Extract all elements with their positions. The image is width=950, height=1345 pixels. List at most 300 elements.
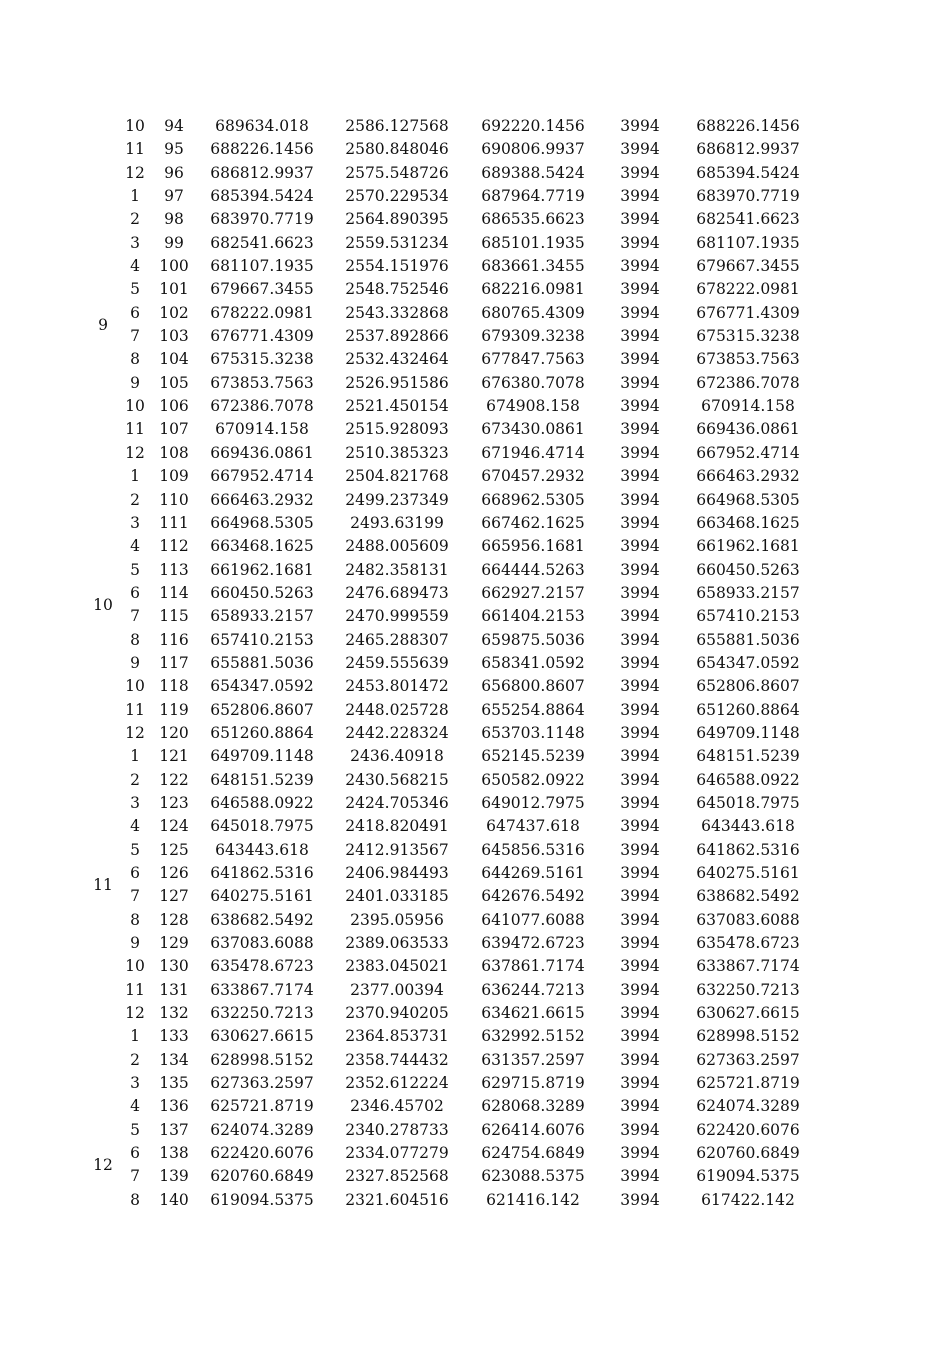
closing-balance-cell: 678222.0981 bbox=[696, 280, 800, 299]
interest-cell: 2327.852568 bbox=[345, 1167, 449, 1186]
period-cell: 127 bbox=[159, 887, 189, 906]
period-cell: 98 bbox=[164, 210, 184, 229]
payment-cell: 3994 bbox=[620, 793, 660, 812]
opening-balance-cell: 649709.1148 bbox=[210, 747, 314, 766]
interest-cell: 2526.951586 bbox=[345, 373, 449, 392]
closing-balance-cell: 649709.1148 bbox=[696, 723, 800, 742]
table-row bbox=[0, 1119, 950, 1142]
period-cell: 137 bbox=[159, 1120, 189, 1139]
closing-balance-cell: 619094.5375 bbox=[696, 1167, 800, 1186]
period-cell: 99 bbox=[164, 233, 184, 252]
period-cell: 105 bbox=[159, 373, 189, 392]
opening-balance-cell: 624074.3289 bbox=[210, 1120, 314, 1139]
balance-with-interest-cell: 677847.7563 bbox=[481, 350, 585, 369]
table-row bbox=[0, 839, 950, 862]
interest-cell: 2515.928093 bbox=[345, 420, 449, 439]
payment-cell: 3994 bbox=[620, 957, 660, 976]
closing-balance-cell: 670914.158 bbox=[701, 397, 795, 416]
month-cell: 6 bbox=[130, 583, 140, 602]
period-cell: 112 bbox=[159, 537, 189, 556]
month-cell: 1 bbox=[130, 467, 140, 486]
year-label: 12 bbox=[93, 1156, 113, 1175]
table-row bbox=[0, 465, 950, 488]
balance-with-interest-cell: 658341.0592 bbox=[481, 653, 585, 672]
period-cell: 134 bbox=[159, 1050, 189, 1069]
month-cell: 2 bbox=[130, 1050, 140, 1069]
balance-with-interest-cell: 631357.2597 bbox=[481, 1050, 585, 1069]
interest-cell: 2424.705346 bbox=[345, 793, 449, 812]
interest-cell: 2395.05956 bbox=[350, 910, 444, 929]
balance-with-interest-cell: 634621.6615 bbox=[481, 1004, 585, 1023]
opening-balance-cell: 630627.6615 bbox=[210, 1027, 314, 1046]
period-cell: 109 bbox=[159, 467, 189, 486]
opening-balance-cell: 679667.3455 bbox=[210, 280, 314, 299]
balance-with-interest-cell: 647437.618 bbox=[486, 817, 580, 836]
period-cell: 100 bbox=[159, 257, 189, 276]
period-cell: 96 bbox=[164, 163, 184, 182]
interest-cell: 2430.568215 bbox=[345, 770, 449, 789]
period-cell: 106 bbox=[159, 397, 189, 416]
period-cell: 97 bbox=[164, 187, 184, 206]
closing-balance-cell: 660450.5263 bbox=[696, 560, 800, 579]
closing-balance-cell: 685394.5424 bbox=[696, 163, 800, 182]
closing-balance-cell: 646588.0922 bbox=[696, 770, 800, 789]
year-label: 11 bbox=[93, 876, 113, 895]
balance-with-interest-cell: 652145.5239 bbox=[481, 747, 585, 766]
opening-balance-cell: 622420.6076 bbox=[210, 1144, 314, 1163]
month-cell: 10 bbox=[125, 117, 145, 135]
closing-balance-cell: 627363.2597 bbox=[696, 1050, 800, 1069]
balance-with-interest-cell: 680765.4309 bbox=[481, 303, 585, 322]
closing-balance-cell: 628998.5152 bbox=[696, 1027, 800, 1046]
closing-balance-cell: 633867.7174 bbox=[696, 957, 800, 976]
closing-balance-cell: 632250.7213 bbox=[696, 980, 800, 999]
opening-balance-cell: 648151.5239 bbox=[210, 770, 314, 789]
balance-with-interest-cell: 659875.5036 bbox=[481, 630, 585, 649]
balance-with-interest-cell: 692220.1456 bbox=[481, 117, 585, 135]
interest-cell: 2448.025728 bbox=[345, 700, 449, 719]
closing-balance-cell: 638682.5492 bbox=[696, 887, 800, 906]
interest-cell: 2586.127568 bbox=[345, 117, 449, 135]
balance-with-interest-cell: 689388.5424 bbox=[481, 163, 585, 182]
table-row bbox=[0, 1165, 950, 1188]
month-cell: 1 bbox=[130, 1027, 140, 1046]
opening-balance-cell: 688226.1456 bbox=[210, 140, 314, 159]
opening-balance-cell: 641862.5316 bbox=[210, 864, 314, 882]
month-cell: 1 bbox=[130, 187, 140, 206]
period-cell: 101 bbox=[159, 280, 189, 299]
opening-balance-cell: 619094.5375 bbox=[210, 1190, 314, 1209]
interest-cell: 2389.063533 bbox=[345, 934, 449, 953]
period-cell: 131 bbox=[159, 980, 189, 999]
table-row bbox=[0, 395, 950, 418]
closing-balance-cell: 676771.4309 bbox=[696, 303, 800, 322]
closing-balance-cell: 651260.8864 bbox=[696, 700, 800, 719]
closing-balance-cell: 675315.3238 bbox=[696, 327, 800, 346]
payment-cell: 3994 bbox=[620, 350, 660, 369]
month-cell: 7 bbox=[130, 1167, 140, 1186]
interest-cell: 2510.385323 bbox=[345, 443, 449, 462]
interest-cell: 2504.821768 bbox=[345, 467, 449, 486]
payment-cell: 3994 bbox=[620, 140, 660, 159]
month-cell: 7 bbox=[130, 327, 140, 346]
month-cell: 11 bbox=[125, 700, 145, 719]
month-cell: 8 bbox=[130, 630, 140, 649]
closing-balance-cell: 630627.6615 bbox=[696, 1004, 800, 1023]
opening-balance-cell: 682541.6623 bbox=[210, 233, 314, 252]
closing-balance-cell: 679667.3455 bbox=[696, 257, 800, 276]
table-row bbox=[0, 232, 950, 255]
opening-balance-cell: 670914.158 bbox=[215, 420, 309, 439]
period-cell: 115 bbox=[159, 607, 189, 626]
month-cell: 9 bbox=[130, 373, 140, 392]
month-cell: 11 bbox=[125, 420, 145, 439]
table-row bbox=[0, 885, 950, 908]
payment-cell: 3994 bbox=[620, 233, 660, 252]
period-cell: 123 bbox=[159, 793, 189, 812]
opening-balance-cell: 640275.5161 bbox=[210, 887, 314, 906]
month-cell: 10 bbox=[125, 397, 145, 416]
table-row bbox=[0, 115, 950, 138]
period-cell: 130 bbox=[159, 957, 189, 976]
interest-cell: 2564.890395 bbox=[345, 210, 449, 229]
interest-cell: 2570.229534 bbox=[345, 187, 449, 206]
closing-balance-cell: 648151.5239 bbox=[696, 747, 800, 766]
period-cell: 114 bbox=[159, 583, 189, 602]
year-label: 10 bbox=[93, 596, 113, 614]
month-cell: 3 bbox=[130, 793, 140, 812]
opening-balance-cell: 657410.2153 bbox=[210, 630, 314, 649]
opening-balance-cell: 637083.6088 bbox=[210, 934, 314, 953]
interest-cell: 2370.940205 bbox=[345, 1004, 449, 1023]
period-cell: 122 bbox=[159, 770, 189, 789]
opening-balance-cell: 652806.8607 bbox=[210, 700, 314, 719]
payment-cell: 3994 bbox=[620, 723, 660, 742]
interest-cell: 2346.45702 bbox=[350, 1097, 444, 1116]
payment-cell: 3994 bbox=[620, 840, 660, 859]
loan-schedule-table bbox=[0, 115, 950, 1212]
table-row bbox=[0, 185, 950, 208]
closing-balance-cell: 666463.2932 bbox=[696, 467, 800, 486]
balance-with-interest-cell: 662927.2157 bbox=[481, 583, 585, 602]
closing-balance-cell: 681107.1935 bbox=[696, 233, 800, 252]
interest-cell: 2436.40918 bbox=[350, 747, 444, 766]
balance-with-interest-cell: 668962.5305 bbox=[481, 490, 585, 509]
payment-cell: 3994 bbox=[620, 327, 660, 346]
closing-balance-cell: 625721.8719 bbox=[696, 1074, 800, 1093]
closing-balance-cell: 682541.6623 bbox=[696, 210, 800, 229]
payment-cell: 3994 bbox=[620, 420, 660, 439]
table-row bbox=[0, 629, 950, 652]
month-cell: 7 bbox=[130, 607, 140, 626]
closing-balance-cell: 658933.2157 bbox=[696, 583, 800, 602]
table-row bbox=[0, 372, 950, 395]
opening-balance-cell: 643443.618 bbox=[215, 840, 309, 859]
month-cell: 2 bbox=[130, 210, 140, 229]
month-cell: 8 bbox=[130, 1190, 140, 1209]
interest-cell: 2352.612224 bbox=[345, 1074, 449, 1093]
closing-balance-cell: 669436.0861 bbox=[696, 420, 800, 439]
table-row bbox=[0, 302, 950, 325]
period-cell: 110 bbox=[159, 490, 189, 509]
interest-cell: 2321.604516 bbox=[345, 1190, 449, 1209]
table-row bbox=[0, 955, 950, 978]
payment-cell: 3994 bbox=[620, 560, 660, 579]
period-cell: 94 bbox=[164, 117, 184, 135]
balance-with-interest-cell: 682216.0981 bbox=[481, 280, 585, 299]
closing-balance-cell: 620760.6849 bbox=[696, 1144, 800, 1163]
payment-cell: 3994 bbox=[620, 864, 660, 882]
opening-balance-cell: 667952.4714 bbox=[210, 467, 314, 486]
payment-cell: 3994 bbox=[620, 980, 660, 999]
payment-cell: 3994 bbox=[620, 910, 660, 929]
payment-cell: 3994 bbox=[620, 677, 660, 696]
table-row bbox=[0, 255, 950, 278]
interest-cell: 2465.288307 bbox=[345, 630, 449, 649]
balance-with-interest-cell: 642676.5492 bbox=[481, 887, 585, 906]
table-row bbox=[0, 1095, 950, 1118]
interest-cell: 2476.689473 bbox=[345, 583, 449, 602]
period-cell: 125 bbox=[159, 840, 189, 859]
period-cell: 119 bbox=[159, 700, 189, 719]
payment-cell: 3994 bbox=[620, 747, 660, 766]
closing-balance-cell: 640275.5161 bbox=[696, 864, 800, 882]
interest-cell: 2543.332868 bbox=[345, 303, 449, 322]
month-cell: 3 bbox=[130, 233, 140, 252]
opening-balance-cell: 651260.8864 bbox=[210, 723, 314, 742]
interest-cell: 2358.744432 bbox=[345, 1050, 449, 1069]
table-row bbox=[0, 138, 950, 161]
opening-balance-cell: 681107.1935 bbox=[210, 257, 314, 276]
period-cell: 120 bbox=[159, 723, 189, 742]
payment-cell: 3994 bbox=[620, 934, 660, 953]
payment-cell: 3994 bbox=[620, 1190, 660, 1209]
month-cell: 12 bbox=[125, 443, 145, 462]
table-row bbox=[0, 162, 950, 185]
period-cell: 116 bbox=[159, 630, 189, 649]
interest-cell: 2334.077279 bbox=[345, 1144, 449, 1163]
table-row bbox=[0, 418, 950, 441]
closing-balance-cell: 667952.4714 bbox=[696, 443, 800, 462]
payment-cell: 3994 bbox=[620, 630, 660, 649]
month-cell: 11 bbox=[125, 140, 145, 159]
month-cell: 4 bbox=[130, 537, 140, 556]
payment-cell: 3994 bbox=[620, 1050, 660, 1069]
month-cell: 3 bbox=[130, 513, 140, 532]
interest-cell: 2377.00394 bbox=[350, 980, 444, 999]
month-cell: 12 bbox=[125, 163, 145, 182]
payment-cell: 3994 bbox=[620, 817, 660, 836]
closing-balance-cell: 637083.6088 bbox=[696, 910, 800, 929]
payment-cell: 3994 bbox=[620, 537, 660, 556]
table-row bbox=[0, 535, 950, 558]
closing-balance-cell: 673853.7563 bbox=[696, 350, 800, 369]
month-cell: 6 bbox=[130, 303, 140, 322]
month-cell: 9 bbox=[130, 934, 140, 953]
opening-balance-cell: 663468.1625 bbox=[210, 537, 314, 556]
balance-with-interest-cell: 653703.1148 bbox=[481, 723, 585, 742]
balance-with-interest-cell: 683661.3455 bbox=[481, 257, 585, 276]
opening-balance-cell: 673853.7563 bbox=[210, 373, 314, 392]
balance-with-interest-cell: 655254.8864 bbox=[481, 700, 585, 719]
payment-cell: 3994 bbox=[620, 163, 660, 182]
opening-balance-cell: 635478.6723 bbox=[210, 957, 314, 976]
closing-balance-cell: 635478.6723 bbox=[696, 934, 800, 953]
table-row bbox=[0, 1072, 950, 1095]
balance-with-interest-cell: 670457.2932 bbox=[481, 467, 585, 486]
payment-cell: 3994 bbox=[620, 1144, 660, 1163]
period-cell: 104 bbox=[159, 350, 189, 369]
closing-balance-cell: 652806.8607 bbox=[696, 677, 800, 696]
payment-cell: 3994 bbox=[620, 1004, 660, 1023]
balance-with-interest-cell: 664444.5263 bbox=[481, 560, 585, 579]
opening-balance-cell: 685394.5424 bbox=[210, 187, 314, 206]
period-cell: 108 bbox=[159, 443, 189, 462]
table-row bbox=[0, 582, 950, 605]
payment-cell: 3994 bbox=[620, 490, 660, 509]
month-cell: 6 bbox=[130, 1144, 140, 1163]
period-cell: 121 bbox=[159, 747, 189, 766]
balance-with-interest-cell: 665956.1681 bbox=[481, 537, 585, 556]
payment-cell: 3994 bbox=[620, 467, 660, 486]
balance-with-interest-cell: 624754.6849 bbox=[481, 1144, 585, 1163]
payment-cell: 3994 bbox=[620, 1027, 660, 1046]
period-cell: 139 bbox=[159, 1167, 189, 1186]
payment-cell: 3994 bbox=[620, 117, 660, 135]
opening-balance-cell: 661962.1681 bbox=[210, 560, 314, 579]
period-cell: 132 bbox=[159, 1004, 189, 1023]
opening-balance-cell: 676771.4309 bbox=[210, 327, 314, 346]
period-cell: 124 bbox=[159, 817, 189, 836]
month-cell: 1 bbox=[130, 747, 140, 766]
opening-balance-cell: 632250.7213 bbox=[210, 1004, 314, 1023]
payment-cell: 3994 bbox=[620, 607, 660, 626]
closing-balance-cell: 624074.3289 bbox=[696, 1097, 800, 1116]
table-row bbox=[0, 442, 950, 465]
balance-with-interest-cell: 628068.3289 bbox=[481, 1097, 585, 1116]
period-cell: 135 bbox=[159, 1074, 189, 1093]
interest-cell: 2482.358131 bbox=[345, 560, 449, 579]
payment-cell: 3994 bbox=[620, 1097, 660, 1116]
table-row bbox=[0, 278, 950, 301]
period-cell: 118 bbox=[159, 677, 189, 696]
balance-with-interest-cell: 676380.7078 bbox=[481, 373, 585, 392]
opening-balance-cell: 645018.7975 bbox=[210, 817, 314, 836]
balance-with-interest-cell: 645856.5316 bbox=[481, 840, 585, 859]
balance-with-interest-cell: 637861.7174 bbox=[481, 957, 585, 976]
opening-balance-cell: 654347.0592 bbox=[210, 677, 314, 696]
interest-cell: 2532.432464 bbox=[345, 350, 449, 369]
closing-balance-cell: 688226.1456 bbox=[696, 117, 800, 135]
period-cell: 140 bbox=[159, 1190, 189, 1209]
month-cell: 10 bbox=[125, 677, 145, 696]
opening-balance-cell: 625721.8719 bbox=[210, 1097, 314, 1116]
closing-balance-cell: 617422.142 bbox=[701, 1190, 795, 1209]
month-cell: 11 bbox=[125, 980, 145, 999]
balance-with-interest-cell: 667462.1625 bbox=[481, 513, 585, 532]
table-row bbox=[0, 1189, 950, 1212]
payment-cell: 3994 bbox=[620, 443, 660, 462]
opening-balance-cell: 678222.0981 bbox=[210, 303, 314, 322]
payment-cell: 3994 bbox=[620, 887, 660, 906]
table-row bbox=[0, 1142, 950, 1165]
interest-cell: 2554.151976 bbox=[345, 257, 449, 276]
period-cell: 111 bbox=[159, 513, 189, 532]
balance-with-interest-cell: 623088.5375 bbox=[481, 1167, 585, 1186]
table-row bbox=[0, 605, 950, 628]
closing-balance-cell: 655881.5036 bbox=[696, 630, 800, 649]
table-row bbox=[0, 722, 950, 745]
table-row bbox=[0, 862, 950, 885]
interest-cell: 2383.045021 bbox=[345, 957, 449, 976]
closing-balance-cell: 641862.5316 bbox=[696, 840, 800, 859]
period-cell: 113 bbox=[159, 560, 189, 579]
balance-with-interest-cell: 650582.0922 bbox=[481, 770, 585, 789]
interest-cell: 2453.801472 bbox=[345, 677, 449, 696]
opening-balance-cell: 689634.018 bbox=[215, 117, 309, 135]
month-cell: 8 bbox=[130, 350, 140, 369]
balance-with-interest-cell: 641077.6088 bbox=[481, 910, 585, 929]
payment-cell: 3994 bbox=[620, 653, 660, 672]
month-cell: 2 bbox=[130, 490, 140, 509]
month-cell: 5 bbox=[130, 840, 140, 859]
month-cell: 5 bbox=[130, 560, 140, 579]
balance-with-interest-cell: 644269.5161 bbox=[481, 864, 585, 882]
closing-balance-cell: 672386.7078 bbox=[696, 373, 800, 392]
interest-cell: 2459.555639 bbox=[345, 653, 449, 672]
payment-cell: 3994 bbox=[620, 257, 660, 276]
balance-with-interest-cell: 649012.7975 bbox=[481, 793, 585, 812]
closing-balance-cell: 622420.6076 bbox=[696, 1120, 800, 1139]
interest-cell: 2364.853731 bbox=[345, 1027, 449, 1046]
month-cell: 4 bbox=[130, 257, 140, 276]
balance-with-interest-cell: 674908.158 bbox=[486, 397, 580, 416]
balance-with-interest-cell: 629715.8719 bbox=[481, 1074, 585, 1093]
balance-with-interest-cell: 690806.9937 bbox=[481, 140, 585, 159]
period-cell: 126 bbox=[159, 864, 189, 882]
payment-cell: 3994 bbox=[620, 397, 660, 416]
opening-balance-cell: 658933.2157 bbox=[210, 607, 314, 626]
table-row bbox=[0, 815, 950, 838]
year-label: 9 bbox=[98, 315, 108, 334]
payment-cell: 3994 bbox=[620, 513, 660, 532]
payment-cell: 3994 bbox=[620, 280, 660, 299]
balance-with-interest-cell: 621416.142 bbox=[486, 1190, 580, 1209]
table-row bbox=[0, 1002, 950, 1025]
period-cell: 103 bbox=[159, 327, 189, 346]
payment-cell: 3994 bbox=[620, 700, 660, 719]
interest-cell: 2548.752546 bbox=[345, 280, 449, 299]
month-cell: 4 bbox=[130, 1097, 140, 1116]
month-cell: 12 bbox=[125, 1004, 145, 1023]
opening-balance-cell: 633867.7174 bbox=[210, 980, 314, 999]
interest-cell: 2521.450154 bbox=[345, 397, 449, 416]
table-row bbox=[0, 699, 950, 722]
interest-cell: 2575.548726 bbox=[345, 163, 449, 182]
table-row bbox=[0, 348, 950, 371]
closing-balance-cell: 643443.618 bbox=[701, 817, 795, 836]
month-cell: 7 bbox=[130, 887, 140, 906]
period-cell: 136 bbox=[159, 1097, 189, 1116]
month-cell: 12 bbox=[125, 723, 145, 742]
payment-cell: 3994 bbox=[620, 583, 660, 602]
payment-cell: 3994 bbox=[620, 187, 660, 206]
opening-balance-cell: 638682.5492 bbox=[210, 910, 314, 929]
closing-balance-cell: 661962.1681 bbox=[696, 537, 800, 556]
table-row bbox=[0, 932, 950, 955]
interest-cell: 2499.237349 bbox=[345, 490, 449, 509]
month-cell: 9 bbox=[130, 653, 140, 672]
